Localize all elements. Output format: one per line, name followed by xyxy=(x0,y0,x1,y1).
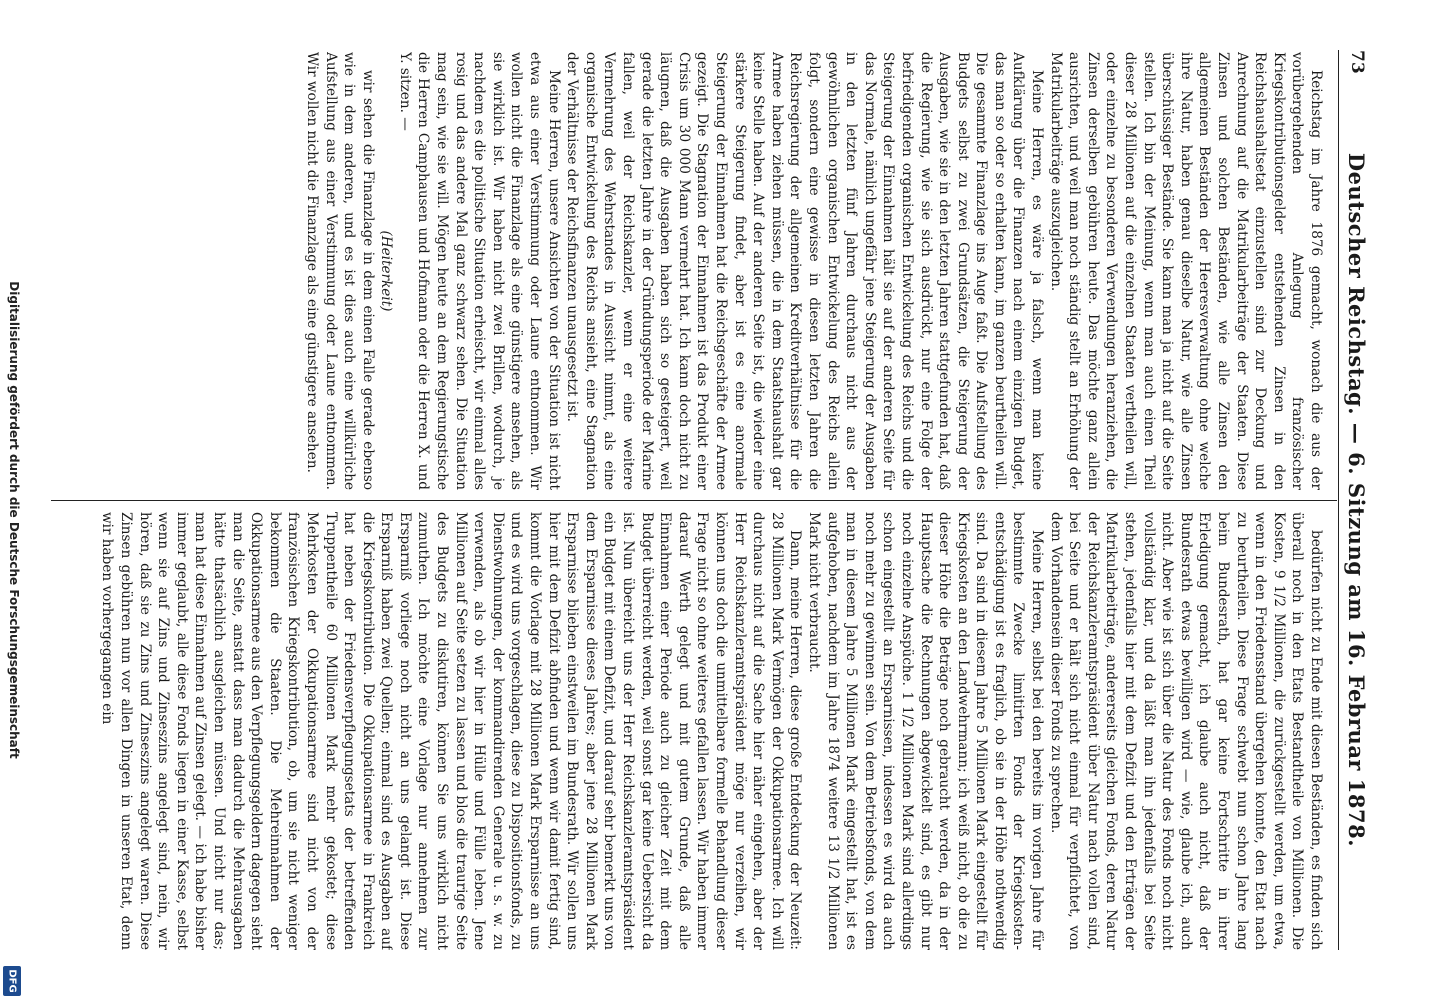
paragraph: Meine Herren, unsere Ansichten von der Situation ist nicht etwa aus einer Verstimmung oder Laune entnommen. Wir wollen nicht die Finanzlage als eine günstigere ansehen, als sie wirklich ist. Wir haben nicht zwei Brillen, wodurch, je nachdem es die politische Situation erheischt, wir einmal alles rosig und das andere Mal ganz schwarz sehen. Die Situation mag sein, wie sie will. Mögen heute an dem Regierungstische die Herren Camphausen und Hofmann oder die Herren X. und Y. sitzen. — xyxy=(396,52,562,490)
rotated-sheet xyxy=(51,30,1381,970)
column-divider xyxy=(51,500,1337,501)
text-column-right xyxy=(61,512,1325,950)
page-title: Deutscher Reichstag. — 6. Sitzung am 16. Februar 1878. xyxy=(1344,152,1369,848)
running-head xyxy=(1338,50,1373,950)
text-column-left xyxy=(61,52,1325,490)
remark: (Heiterkeit) xyxy=(378,230,395,312)
paragraph: bedürfen nicht zu Ende mit diesen Beständen, es finden sich überall noch in den Etats Bestandtheile von Millionen. Die Kosten, 9 1/2 Millionen, die zurückgestellt werden, um etwa, wenn in den Friedensstand übergehen konnte, den Etat nach zu beurtheilen. Diese Frage schwebt nun schon Jahre lang beim Bundesrath, hat gar keine Fortschritte in ihrer Erledigung gemacht, ich glaube auch nicht, daß der Bundesrath etwas bewilligen wird — wie, glaube ich, auch nicht. Aber wie ist sich über die Natur des Fonds noch nicht vollständig klar, und da läßt man ihn jedenfalls bei Seite stehen, jedenfalls hier mit dem Defizit und den Erträgen der Matrikularbeiträge, andererseits gleichen Fonds, deren Natur der Reichskanzleramtspräsident über Natur nach vollen sind, bei Seite und er hält sich nicht einmal für verpflichtet, von dem Vorhandensein dieser Fonds zu sprechen. xyxy=(1047,512,1324,950)
paragraph: Reichstag im Jahre 1876 gemacht, wonach die aus der vorübergehenden Anlegung französischer Kriegskontributionsgelder entstehenden Zinsen in den Reichshaushaltsetat einzustellen sind zur Deckung und Anrechnung auf die Matrikularbeiträge der Staaten. Diese Zinsen und solchen Beständen, wie alle Zinsen den allgemeinen Beständen der Heeresverwaltung ohne welche ihre Natur, haben genau dieselbe Natur, wie alle Zinsen überschüssiger Bestände. Sie kann man ja nicht auf die Seite stellen. Ich bin der Meinung, wenn man auch einen Theil dieser 28 Millionen auf die einzelnen Staaten vertheilen will, oder einzelne zu besonderen Verwendungen heranziehen, die Zinsen derselben gebühren heute. Das möchte ganz allein ausrichten, und weil man noch ständig stellt an Erhöhung der Matrikularbeiträge auszugleichen. xyxy=(1047,52,1324,490)
digitization-credit-text: Digitalisierung gefördert durch die Deutsche Forschungsgemeinschaft xyxy=(7,281,21,759)
paragraph: wir sehen die Finanzlage in dem einen Falle gerade ebenso wie in dem anderen, und es ist dies auch eine willkürliche Aufstellung aus einer Verstimmung oder Laune entnommen. Wir wollen nicht die Finanzlage als eine günstigere ansehen. xyxy=(303,52,376,490)
paragraph: Meine Herren, es wäre ja falsch, wenn man keine Aufklärung über die Finanzen nach einem einzigen Budget, das man so oder so erhalten kann, im ganzen beurtheilen will. Die gesammte Finanzlage ins Auge faßt. Die Aufstellung des Budgets selbst zu zwei Grundsätzen, die Steigerung der Ausgaben, wie sie in den letzten Jahren stattgefunden hat, daß die Regierung, wie sie sich ausdrückt, nur eine Folge der befriedigenden organischen Entwickelung des Reichs und die Steigerung der Einnahmen hält sie auf der anderen Seite für das Normale, nämlich ungefähr jene Steigerung der Ausgaben in den letzten fünf Jahren durchaus nicht aus der gewöhnlichen organischen Entwickelung des Reichs allein folgt, sondern eine gewisse in diesen letzten Jahren die Reichsregierung der allgemeinen Kreditverhältnisse für die Armee haben ziehen müssen, die in dem Staatshaushalt gar keine Stelle haben. Auf der anderen Seite ist, die wieder eine stärkere Steigerung findet, aber ist es eine anormale Steigerung der Einnahmen hat die Reichsgeschäfte der Armee gezeigt. Die Stagnation der Einnahmen ist das Produkt einer Crisis um 30 000 Mann vermehrt hat. Ich kann doch nicht zu läugnen, daß die Ausgaben haben sich so gesteigert, weil gerade die letzten Jahre in der Gründungsperiode der Marine fallen, weil der Reichskanzler, wenn er eine weitere Vermehrung des Wehrstandes in Aussicht nimmt, als eine organische Entwickelung des Reichs ansieht, eine Stagnation der Verhältnisse der Reichsfinanzen unausgesetzt ist. xyxy=(564,52,1046,490)
dfg-logo-text: DFG xyxy=(6,969,18,993)
digitization-credit xyxy=(6,70,22,970)
page-number: 73 xyxy=(1347,50,1367,74)
paragraph: Meine Herren, selbst bei den bereits im vorigen Jahre für bestimmte Zwecke limitirten Fonds der Kriegskosten-entschädigung ist es fraglich, ob sie in der Höhe nothwendig sind. Da sind in diesem Jahre 5 Millionen Mark eingestellt für Kriegskosten an den Landwehrmann; ich weiß nicht, ob die zu dieser Höhe die Beträge noch gebraucht werden, da in der Hauptsache die Rechnungen abgewickelt sind, es gibt nur noch einzelne Anspüche. 1 1/2 Millionen Mark sind allerdings schon eingestellt an Ersparnissen, indessen es wird da auch noch mehr zu gewinnen sein. Von dem Betriebsfonds, von dem man in diesem Jahre 5 Millionen Mark eingestellt hat, ist es aufgehoben, nachdem im Jahre 1874 weitere 13 1/2 Millionen Mark nicht verbraucht. xyxy=(805,512,1046,950)
paragraph: Dann, meine Herren, diese große Entdeckung der Neuzeit: 28 Millionen Mark Vermögen der Okkupationsarmee. Ich will durchaus nicht auf die Sache hier näher eingehen, aber der Herr Reichskanzleramtspräsident möge nur verzeihen, wir können uns doch die unmittelbare formelle Behandlung dieser Frage nicht so ohne weiteres gefallen lassen. Wir haben immer darauf Werth gelegt und mit gutem Grunde, daß alle Einnahmen einer Periode auch zu gleicher Zeit mit dem Budget überreicht werden, weil sonst gar keine Uebersicht da ist. Nun übereicht uns der Herr Reichskanzleramtspräsident ein Budget mit einem Defizit, und darauf sehr bemerkt uns von dem Ersparnisse dieses Jahres; aber jene 28 Millionen Mark Ersparnisse blieben einstweilen im Bundesrath. Wir sollen uns hier mit dem Defizit abfinden und wenn wir damit fertig sind, kommt die Vorlage mit 28 Millionen Mark Ersparnisse an uns und es wird uns vorgeschlagen, diese zu Dispositionsfonds, zu Dienstwohnungen, der kommandirenden Generale u. s. w. zu verwenden, als ob wir hier in Hülle und Fülle leben. Jene Millionen auf Seite setzen zu lassen und blos die traurige Seite des Budgets zu diskutiren, können Sie uns wirklich nicht zumuthen. Ich möchte eine Vorlage nur annehmen zur Ersparniß vorliege noch nicht an uns gelangt ist. Diese Ersparniß haben zwei Quellen; einmal sind es Ausgaben auf die Kriegskontribution. Die Okkupationsarmee in Frankreich hat neben der Friedensverpflegungsetats der betreffenden Truppentheile 60 Millionen Mark mehr gekostet; diese Mehrkosten der Okkupationsarmee sind nicht von der französischen Kriegskontribution, ob, um sie nicht weniger bekommen die Staaten. Die Mehreinnahmen der Okkupationsarmee aus den Verpflegungsgeldern dagegen sieht man die Seite, anstatt dass man dadurch die Mehrausgaben hätte thatsächlich ausgleichen müssen. Und nicht nur das; man hat diese Einnahmen auf Zinsen gelegt. — ich habe bisher immer geglaubt, alle diese Fonds liegen in einer Kasse, selbst wenn sie auf Zins und Zinseszins angelegt sind, nein, wir hören, daß sie zu Zins und Zinseszins angelegt waren. Diese Zinsen gebühren nun vor allen Dingen in unseren Etat, denn wir haben vorhergegangen ein xyxy=(99,512,804,950)
dfg-logo xyxy=(3,966,21,996)
